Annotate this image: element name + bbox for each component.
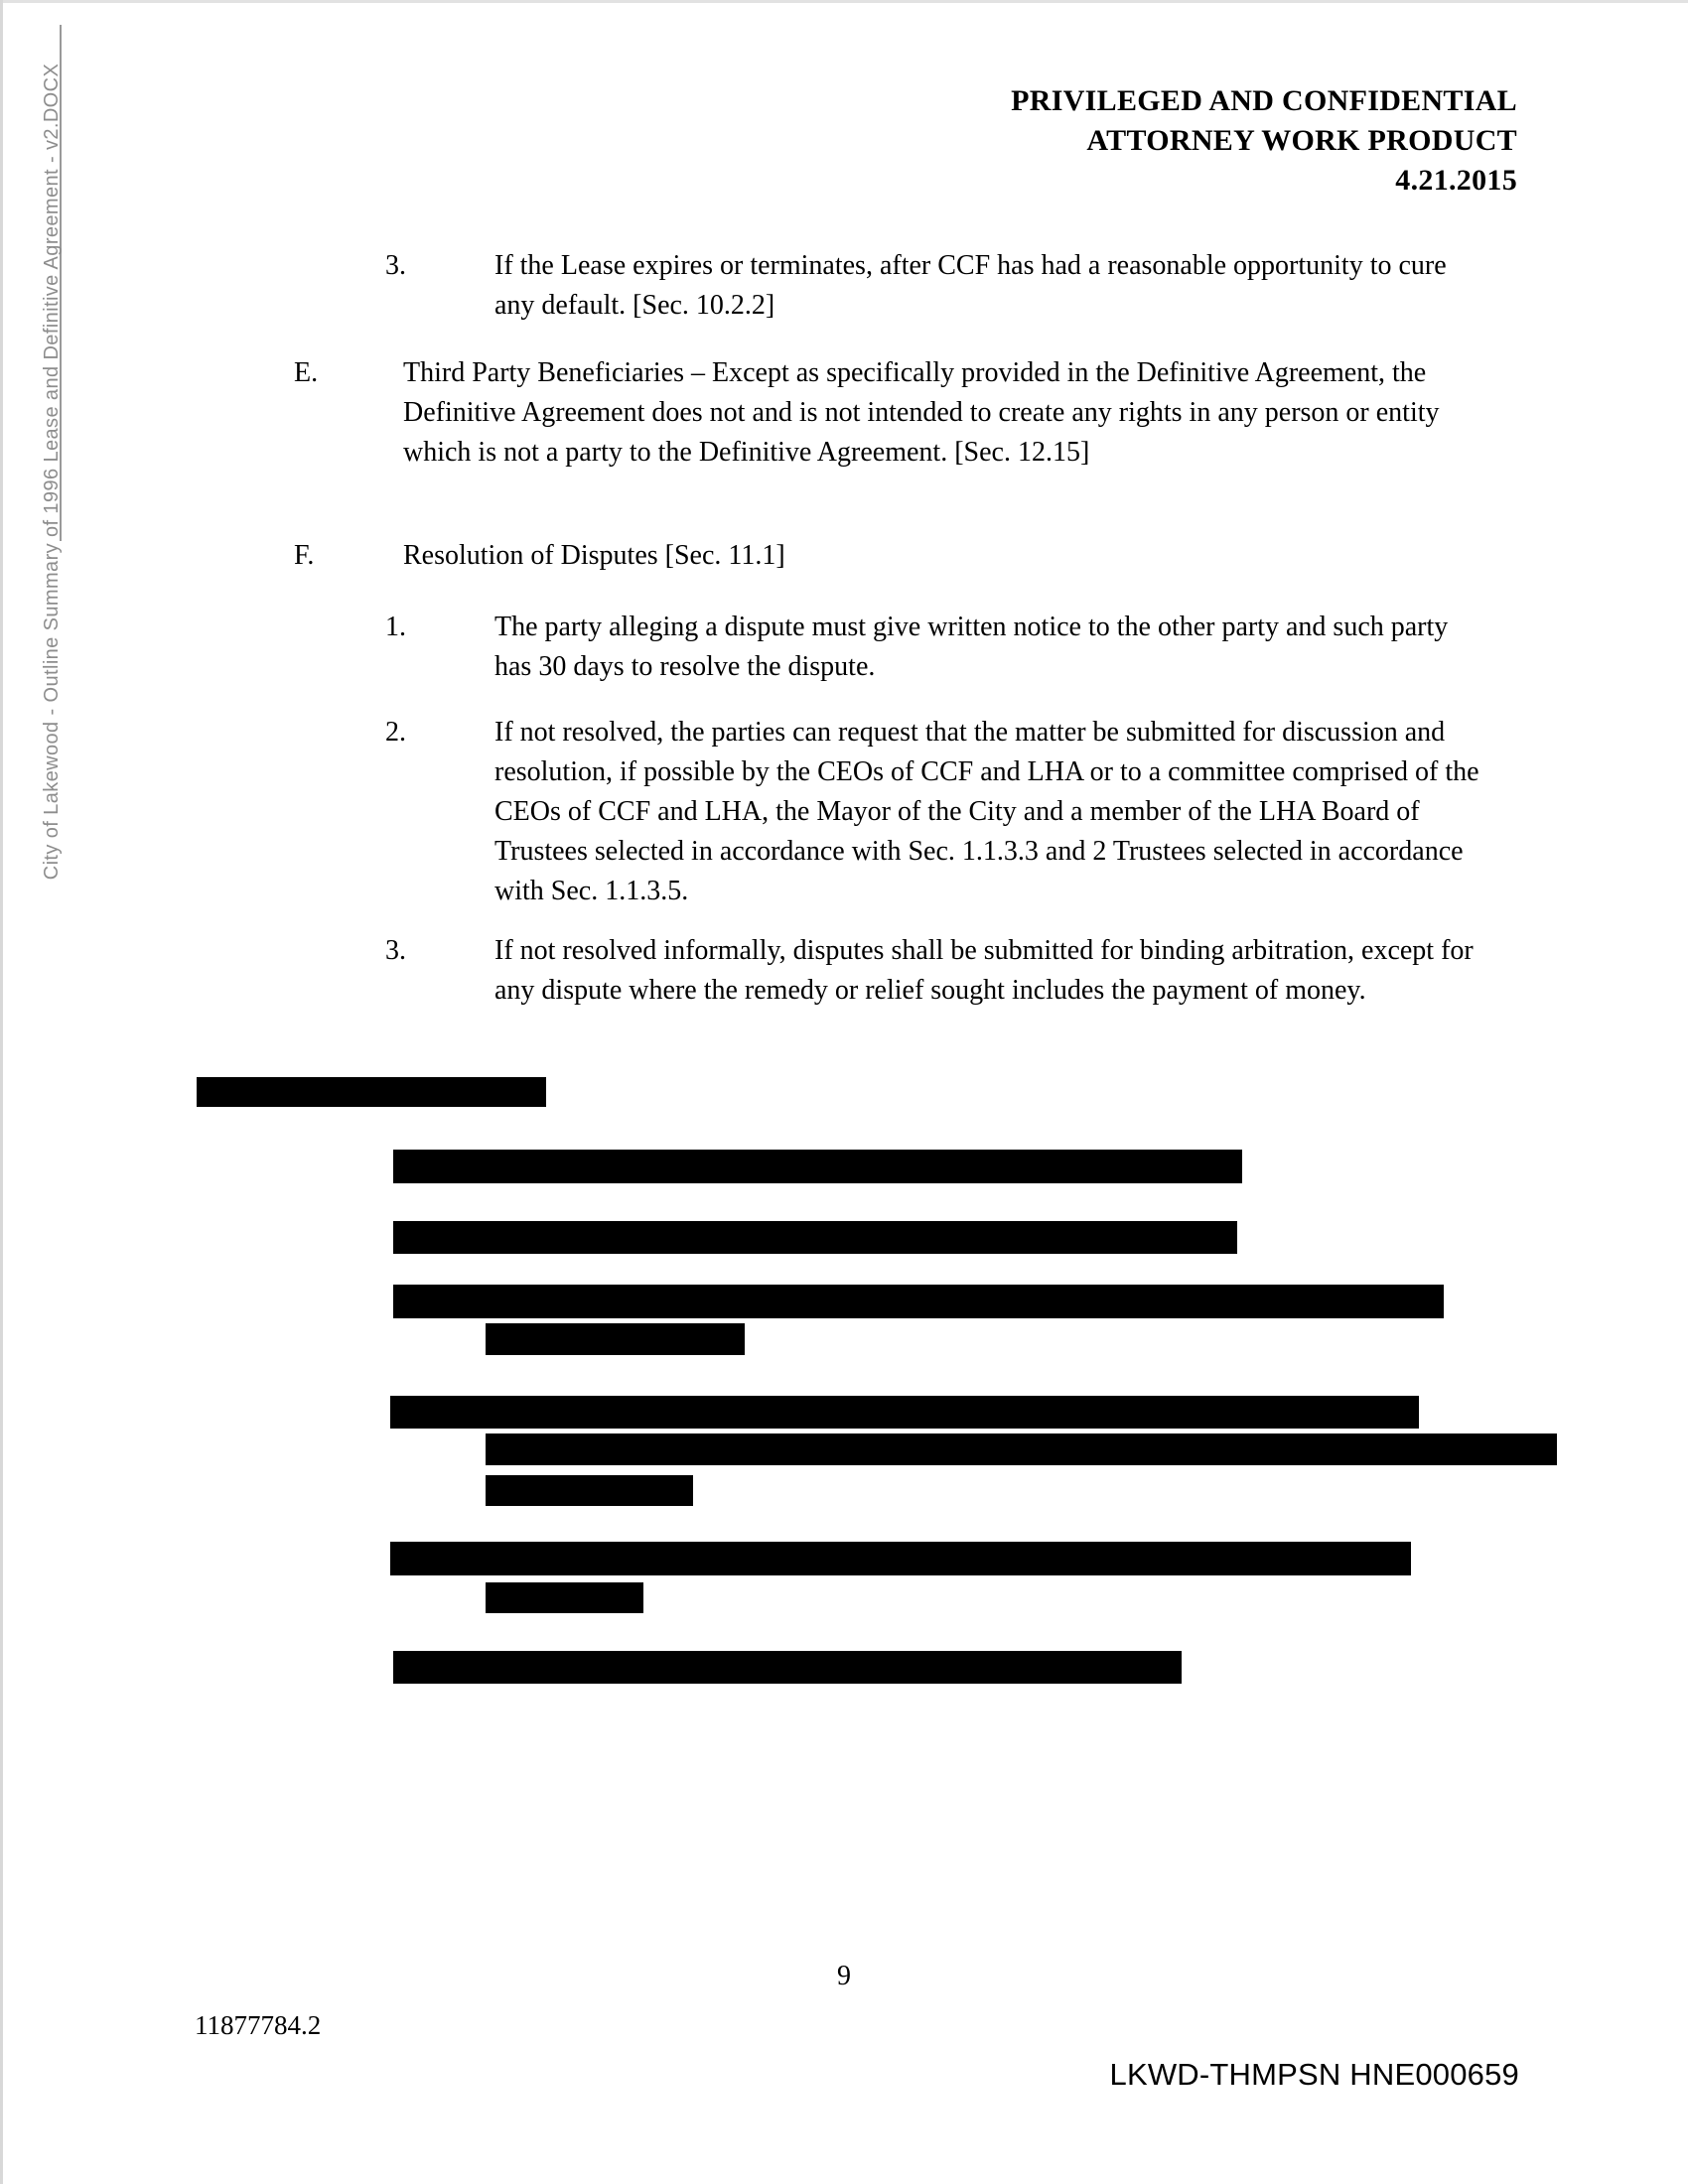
outline-marker: 3. — [385, 250, 406, 281]
outline-text: If not resolved, the parties can request that the matter be submitted for discussion and resolution, if possible by the CEOs of CCF and LHA or to a committee comprised of the CEOs of CCF and LHA, the Mayor of the City and a member of the LHA Board of Trustees selected in accordance with Sec. 1.1.3.3 and 2 Trustees selected in accordance with Sec. 1.1.3.5. — [494, 717, 1479, 906]
header-line-privileged: PRIVILEGED AND CONFIDENTIAL — [1011, 84, 1517, 117]
redaction-bar-6 — [390, 1396, 1419, 1429]
outline-item-e-third-party-beneficiaries — [294, 353, 1485, 473]
sidebar-filename-caption: City of Lakewood - Outline Summary of 1996 Lease and Definitive Agreement - v2.DOCX — [41, 63, 63, 881]
outline-text: If not resolved informally, disputes shall be submitted for binding arbitration, except for any dispute where the remedy or relief sought includes the payment of money. — [494, 935, 1474, 1006]
outline-item-f2-committee-resolution — [385, 713, 1489, 911]
redaction-bar-4 — [393, 1285, 1444, 1318]
redaction-bar-9 — [390, 1542, 1411, 1575]
page-number: 9 — [837, 1961, 851, 1991]
redaction-bar-3 — [393, 1221, 1237, 1254]
redaction-bar-8 — [486, 1475, 693, 1506]
scan-edge-left — [0, 0, 3, 2184]
outline-text: If the Lease expires or terminates, after CCF has had a reasonable opportunity to cure any default. [Sec. 10.2.2] — [494, 250, 1447, 321]
document-id-footer: 11877784.2 — [195, 2010, 322, 2040]
redaction-bar-2 — [393, 1150, 1242, 1183]
outline-marker: 3. — [385, 935, 406, 966]
redaction-bar-1 — [197, 1077, 546, 1107]
redaction-bar-10 — [486, 1582, 643, 1613]
redaction-bar-11 — [393, 1651, 1182, 1684]
outline-item-f3-binding-arbitration — [385, 931, 1489, 1011]
outline-marker: F. — [294, 540, 315, 571]
header-line-work-product: ATTORNEY WORK PRODUCT — [1086, 124, 1517, 157]
scan-edge-top — [0, 0, 1688, 3]
outline-text: Third Party Beneficiaries – Except as specifically provided in the Definitive Agreement, the Definitive Agreement does not and is not intended to create any rights in any person or entity which is not a party to the Definitive Agreement. [Sec. 12.15] — [403, 357, 1440, 468]
outline-text: Resolution of Disputes [Sec. 11.1] — [403, 540, 785, 571]
outline-item-3-lease-expires — [385, 246, 1489, 326]
outline-text: The party alleging a dispute must give written notice to the other party and such party has 30 days to resolve the dispute. — [494, 612, 1449, 682]
document-header — [1011, 81, 1517, 201]
outline-marker: E. — [294, 357, 319, 388]
bates-number-stamp: LKWD-THMPSN HNE000659 — [1109, 2057, 1519, 2092]
outline-marker: 1. — [385, 612, 406, 642]
outline-item-f-resolution-of-disputes — [294, 536, 1485, 576]
outline-marker: 2. — [385, 717, 406, 748]
outline-item-f1-written-notice — [385, 608, 1489, 687]
header-line-date: 4.21.2015 — [1395, 164, 1517, 197]
redaction-bar-7 — [486, 1433, 1557, 1465]
redaction-bar-5 — [486, 1323, 745, 1355]
